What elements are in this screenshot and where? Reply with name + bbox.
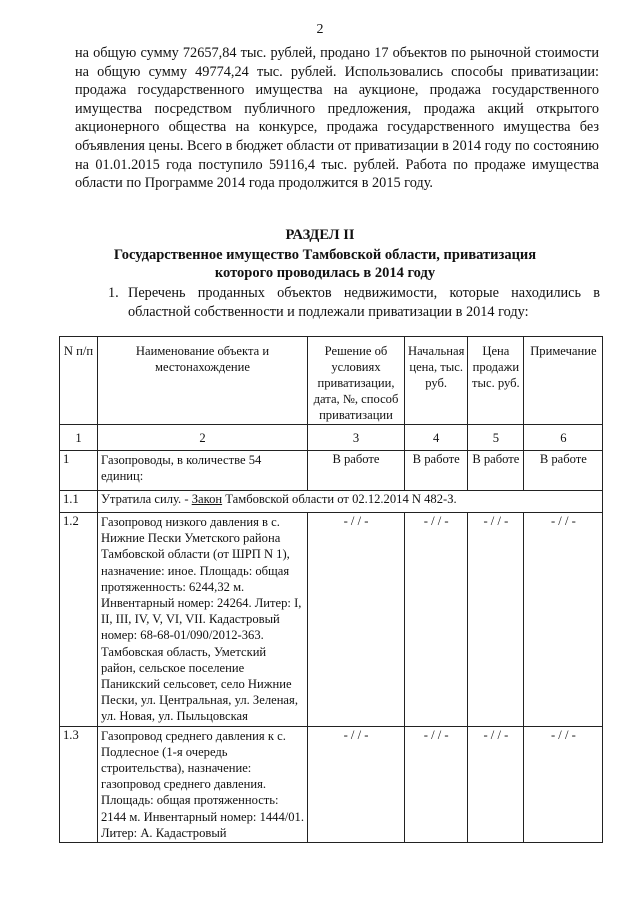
index-cell: 4 <box>405 425 468 451</box>
intro-paragraph: на общую сумму 72657,84 тыс. рублей, продано 17 объектов по рыночной стоимости на общую сумму 49774,24 тыс. рублей. Использовались способы приватизации: продажа государственного имущества на аукционе, продажа государственного имущества посредством публичного предложения, продажа акций открытого акционерного общества на конкурсе, продажа государственного имущества без объявления цены. Всего в бюджет области от приватизации в 2014 году по состоянию на 01.01.2015 года поступило 59116,4 тыс. рублей. Работа по продаже имущества области по Программе 2014 года продолжится в 2015 году. <box>75 45 599 192</box>
row-num: 1.1 <box>60 491 98 513</box>
row-name: Газопроводы, в количестве 54 единиц: <box>98 451 308 491</box>
row-decision: - / / - <box>308 726 405 842</box>
law-link[interactable]: Закон <box>191 492 223 506</box>
section-subtitle: Государственное имущество Тамбовской области, приватизация которого проводилась в 2014 году <box>113 247 537 281</box>
index-cell: 6 <box>524 425 603 451</box>
row-start-price: - / / - <box>405 726 468 842</box>
index-cell: 2 <box>98 425 308 451</box>
row-note: - / / - <box>524 726 603 842</box>
row-name: Газопровод низкого давления в с. Нижние Пески Уметского района Тамбовской области (от ШРП N 1), назначение: иное. Площадь: общая протяженность: 6244,32 м. Инвентарный номер: 24264. Литер: I, II, III, IV, V, VI, VII. Кадастровый номер: 68-68-01/090/2012-363. Тамбовская область, Уметский район, сельское поселение Паникский сельсовет, село Нижние Пески, ул. Центральная, ул. Зеленая, ул. Новая, ул. Пыльцовская <box>98 513 308 727</box>
header-start-price: Начальная цена, тыс. руб. <box>405 337 468 425</box>
row-num: 1 <box>60 451 98 491</box>
row-name: Газопровод среднего давления к с. Подлесное (1-я очередь строительства), назначение: газопровод среднего давления. Площадь: общая протяженность: 2144 м. Инвентарный номер: 1444/01. Литер: А. Кадастровый <box>98 726 308 842</box>
page-number: 2 <box>316 22 324 37</box>
row-start-price: - / / - <box>405 513 468 727</box>
index-cell: 5 <box>468 425 524 451</box>
list-item-text: Перечень проданных объектов недвижимости, которые находились в областной собственности и подлежали приватизации в 2014 году: <box>128 285 600 320</box>
table-row <box>60 726 603 842</box>
table-index-row <box>60 425 603 451</box>
index-cell: 3 <box>308 425 405 451</box>
section-title: РАЗДЕЛ II <box>285 227 355 243</box>
row-decision: В работе <box>308 451 405 491</box>
row-price: - / / - <box>468 513 524 727</box>
row-decision: - / / - <box>308 513 405 727</box>
repealed-text-after: Тамбовской области от 02.12.2014 N 482-З. <box>222 492 457 506</box>
row-num: 1.3 <box>60 726 98 842</box>
row-start-price: В работе <box>405 451 468 491</box>
index-cell: 1 <box>60 425 98 451</box>
table-row <box>60 451 603 491</box>
row-price: В работе <box>468 451 524 491</box>
row-price: - / / - <box>468 726 524 842</box>
header-price: Цена продажи тыс. руб. <box>468 337 524 425</box>
table-header-row <box>60 337 603 425</box>
row-note: - / / - <box>524 513 603 727</box>
header-decision: Решение об условиях приватизации, дата, №, способ приватизации <box>308 337 405 425</box>
row-num: 1.2 <box>60 513 98 727</box>
header-num: N п/п <box>60 337 98 425</box>
header-name: Наименование объекта и местонахождение <box>98 337 308 425</box>
table-row <box>60 513 603 727</box>
list-item <box>108 284 600 321</box>
list-item-number: 1. <box>108 285 119 301</box>
row-note: В работе <box>524 451 603 491</box>
header-note: Примечание <box>524 337 603 425</box>
row-repealed-text <box>98 491 603 513</box>
repealed-text-before: Утратила силу. - <box>101 492 192 506</box>
table-row <box>60 491 603 513</box>
property-table <box>59 336 603 843</box>
